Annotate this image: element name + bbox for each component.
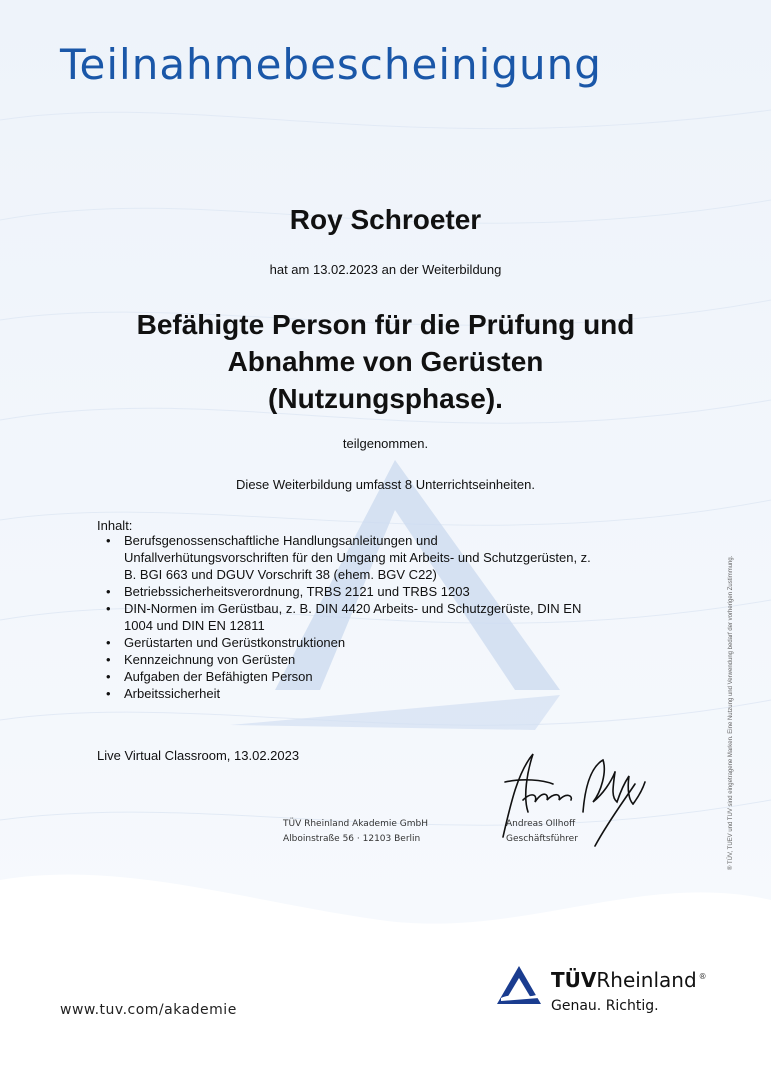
organization-name: TÜV Rheinland Akademie GmbH xyxy=(283,819,428,829)
course-title-line: Befähigte Person für die Prüfung und xyxy=(136,309,635,340)
website-link[interactable]: www.tuv.com/akademie xyxy=(60,1002,237,1018)
intro-text: hat am 13.02.2023 an der Weiterbildung xyxy=(269,262,502,277)
organization-block xyxy=(283,817,428,847)
topic-item: • Gerüstarten und Gerüstkonstruktionen xyxy=(104,634,604,651)
content-label: Inhalt: xyxy=(97,518,133,533)
topic-item: • Aufgaben der Befähigten Person xyxy=(104,668,604,685)
signatory-block xyxy=(506,817,578,847)
course-title-line: Abnahme von Gerüsten xyxy=(227,346,544,377)
certificate-title: Teilnahmebescheinigung xyxy=(60,40,602,89)
topic-item: • Betriebssicherheitsverordnung, TRBS 2121 und TRBS 1203 xyxy=(104,583,604,600)
location-date: Live Virtual Classroom, 13.02.2023 xyxy=(97,748,300,763)
tuv-rheinland-logo xyxy=(495,960,735,1020)
topic-item: • DIN-Normen im Gerüstbau, z. B. DIN 4420 Arbeits- und Schutzgerüste, DIN EN 1004 und DIN EN 12811 xyxy=(104,600,604,634)
course-title-line: (Nutzungsphase). xyxy=(268,383,503,414)
participated-text: teilgenommen. xyxy=(342,436,429,451)
topic-item: • Kennzeichnung von Gerüsten xyxy=(104,651,604,668)
participant-name: Roy Schroeter xyxy=(289,204,482,235)
triangle-logo-icon xyxy=(495,964,543,1006)
signatory-name: Andreas Ollhoff xyxy=(506,819,576,829)
topic-item: • Berufsgenossenschaftliche Handlungsanleitungen und Unfallverhütungsvorschriften für den Umgang mit Arbeits- und Schutzgerüsten, z. B. BGI 663 und DGUV Vorschrift 38 (ehem. BGV C22) xyxy=(104,532,604,583)
logo-tagline: Genau. Richtig. xyxy=(551,998,659,1014)
topic-list xyxy=(104,532,604,702)
signatory-role: Geschäftsführer xyxy=(506,834,578,844)
topic-item: • Arbeitssicherheit xyxy=(104,685,604,702)
trademark-note: ® TÜV, TUEV und TUV sind eingetragene Marken. Eine Nutzung und Verwendung bedarf der vorherigen Zustimmung. xyxy=(728,555,734,870)
course-title xyxy=(0,306,771,417)
organization-address: Alboinstraße 56 · 12103 Berlin xyxy=(283,834,421,844)
scope-text: Diese Weiterbildung umfasst 8 Unterrichtseinheiten. xyxy=(236,477,535,492)
logo-wordmark: TÜVRheinland ® xyxy=(551,968,707,992)
